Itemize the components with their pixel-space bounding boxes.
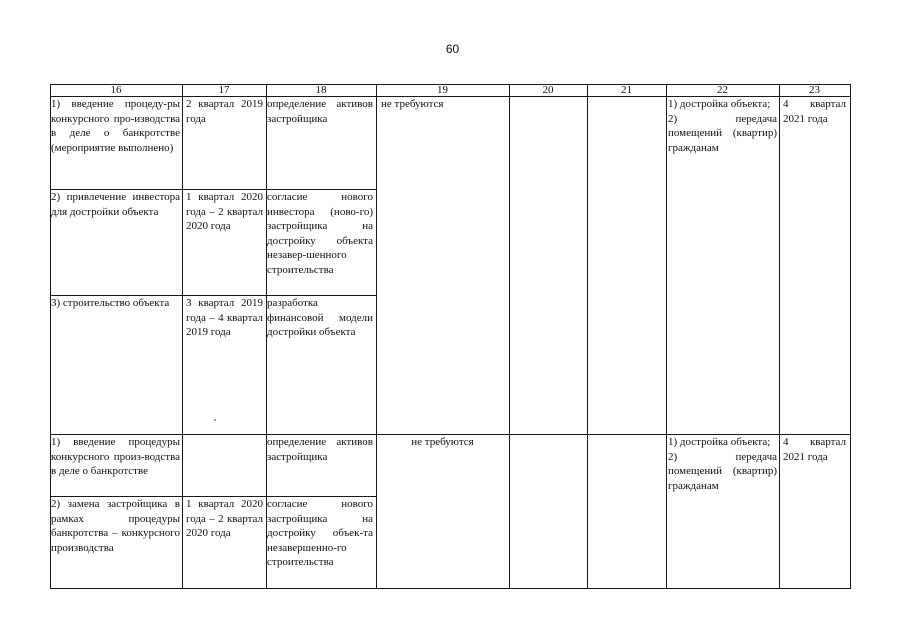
g1-deadline: 4 квартал 2021 года — [783, 98, 846, 125]
g1-event-1: 1) введение процеду-ры конкурсного про-изводства в деле о банкротстве (мероприятие выполнено) — [51, 98, 180, 154]
g2-outcome: 1) достройка объекта; 2) передача помещений (квартир) гражданам — [668, 436, 777, 492]
page-number: 60 — [445, 42, 460, 56]
g1-term-1: 2 квартал 2019 года — [186, 98, 263, 125]
col-border-4 — [509, 84, 510, 589]
g1-result-1: определение активов застройщика — [267, 98, 373, 125]
header-col-19: 19 — [437, 84, 448, 96]
header-col-23: 23 — [809, 84, 820, 96]
col-border-7 — [779, 84, 780, 589]
g1-event-2: 2) привлечение инвестора для достройки объекта — [51, 191, 180, 218]
col-border-6 — [666, 84, 667, 589]
g2-event-2: 2) замена застройщика в рамках процедуры банкротства – конкурсного производства — [51, 498, 180, 554]
g1-term-2: 1 квартал 2020 года – 2 квартал 2020 года — [186, 191, 263, 233]
g2-resources: не требуются — [411, 436, 474, 448]
g2-deadline: 4 квартал 2021 года — [783, 436, 846, 463]
header-col-17: 17 — [218, 84, 230, 96]
g1-resources: не требуются — [381, 98, 444, 110]
header-col-16: 16 — [110, 84, 122, 96]
g1-outcome: 1) достройка объекта; 2) передача помещений (квартир) гражданам — [668, 98, 777, 154]
g2-event-1: 1) введение процедуры конкурсного произ-водства в деле о банкротстве — [51, 436, 180, 478]
col-border-5 — [587, 84, 588, 589]
col-border-3 — [376, 84, 377, 589]
col-border-1 — [182, 84, 183, 589]
g2-result-1: определение активов застройщика — [267, 436, 373, 463]
g1-term-3: 3 квартал 2019 года – 4 квартал 2019 года — [186, 297, 263, 339]
g1-event-3: 3) строительство объекта — [51, 297, 170, 309]
g2-term-2: 1 квартал 2020 года – 2 квартал 2020 года — [186, 498, 263, 540]
header-col-21: 21 — [621, 84, 632, 96]
g2-result-2: согласие нового застройщика на достройку объек-та незавершенно-го строительства — [267, 498, 373, 569]
header-col-18: 18 — [315, 84, 327, 96]
header-col-22: 22 — [717, 84, 728, 96]
table-bottom-border — [50, 588, 850, 589]
scan-speck — [214, 419, 216, 421]
g1-result-2: согласие нового инвестора (ново-го) застройщика на достройку объекта незавер-шенного строительства — [267, 191, 373, 276]
header-col-20: 20 — [542, 84, 554, 96]
col-border-8 — [850, 84, 851, 589]
g1-result-3: разработка финансовой модели достройки объекта — [267, 297, 373, 339]
